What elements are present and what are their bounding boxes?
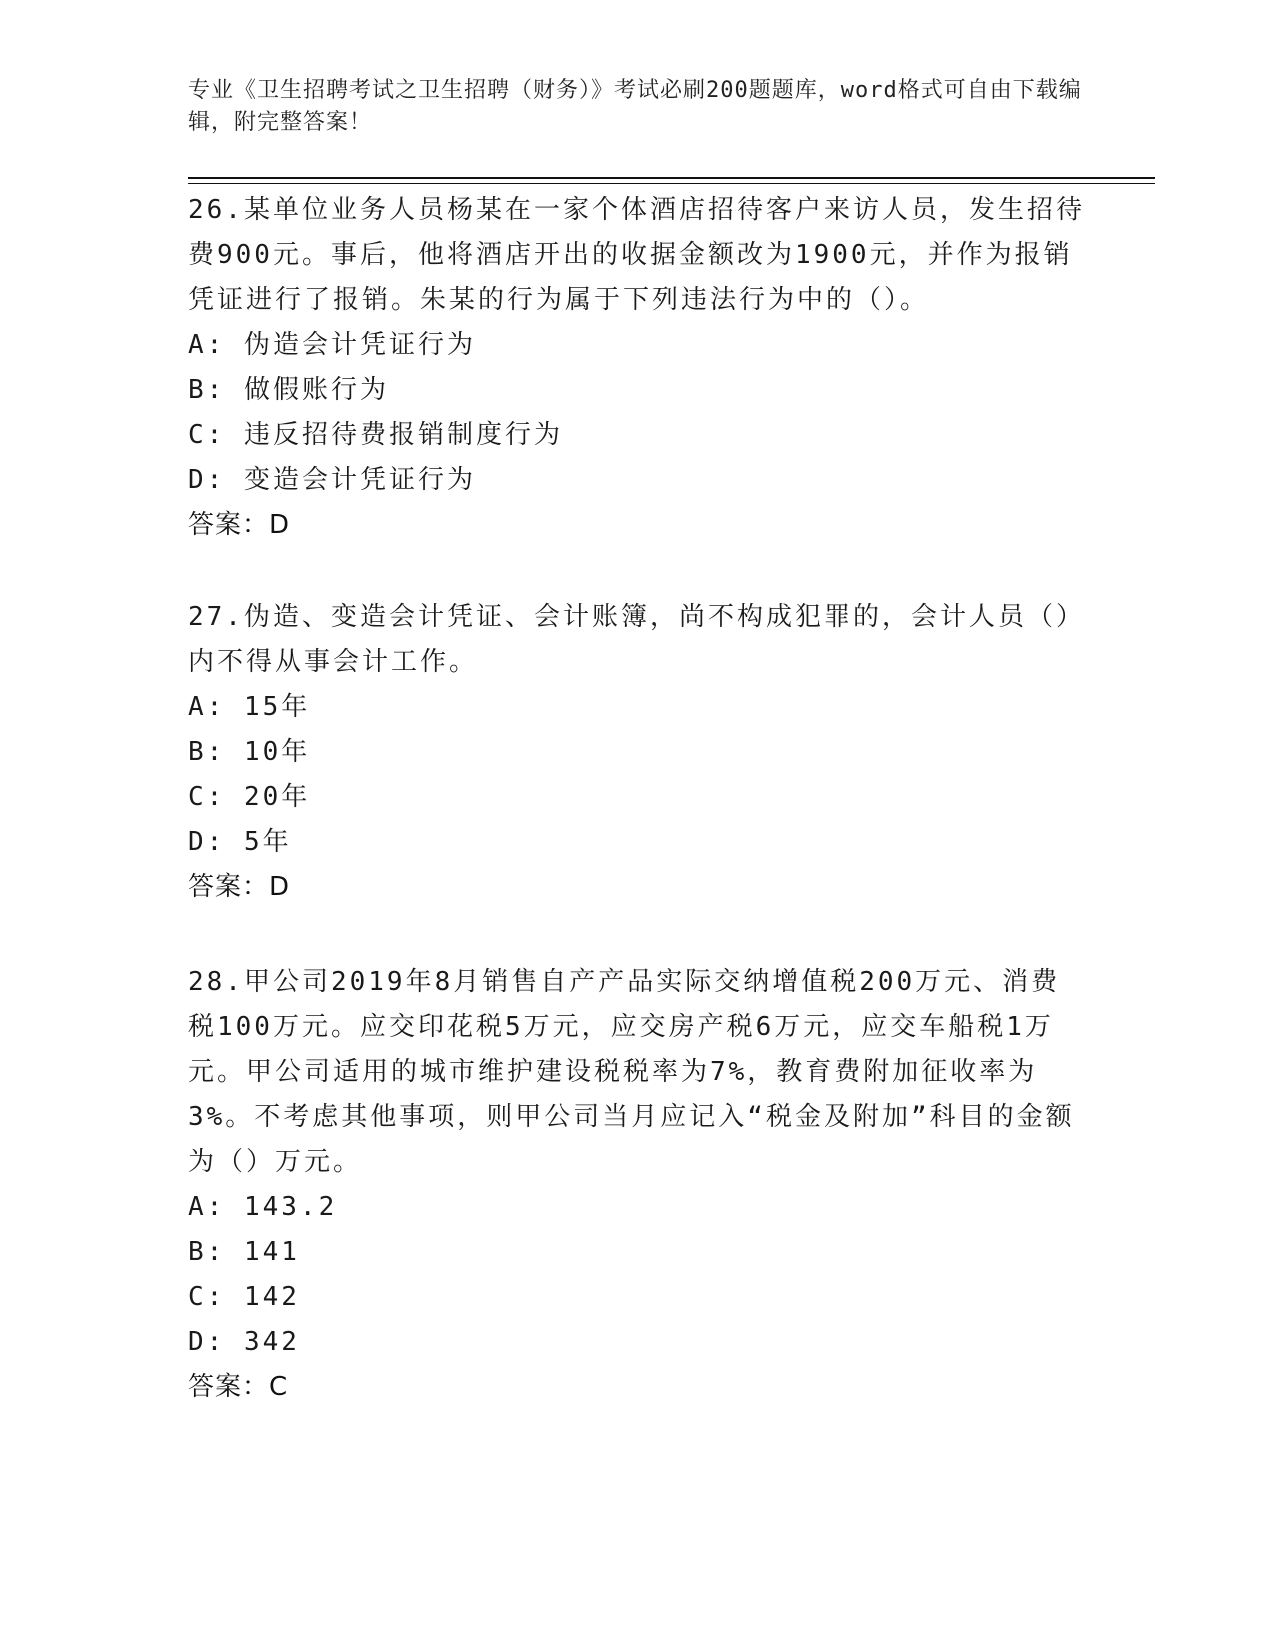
option-a: A: 伪造会计凭证行为 [188,330,476,360]
option-c: C: 20年 [188,782,311,812]
option-b: B: 10年 [188,737,311,767]
option-d: D: 342 [188,1327,300,1357]
option-c: C: 违反招待费报销制度行为 [188,420,563,450]
option-b: B: 141 [188,1237,300,1267]
question-26 [188,188,1088,548]
header-divider-thin [188,183,1155,184]
option-c: C: 142 [188,1282,300,1312]
question-stem: 26.某单位业务人员杨某在一家个体酒店招待客户来访人员，发生招待费900元。事后，他将酒店开出的收据金额改为1900元，并作为报销凭证进行了报销。朱某的行为属于下列违法行为中的（）。 [188,195,1085,315]
option-d: D: 变造会计凭证行为 [188,465,476,495]
document-header: 专业《卫生招聘考试之卫生招聘（财务）》考试必刷200题题库，word格式可自由下载编辑，附完整答案！ [188,78,1082,135]
option-a: A: 143.2 [188,1192,338,1222]
answer-line: 答案：D [188,872,291,902]
question-27 [188,595,1088,910]
option-a: A: 15年 [188,692,311,722]
option-d: D: 5年 [188,827,292,857]
answer-line: 答案：D [188,510,291,540]
answer-line: 答案：C [188,1372,289,1402]
question-28 [188,960,1088,1410]
option-b: B: 做假账行为 [188,375,389,405]
header-divider-thick [188,177,1155,179]
question-stem: 27.伪造、变造会计凭证、会计账簿，尚不构成犯罪的，会计人员（）内不得从事会计工作。 [188,602,1085,677]
question-stem: 28.甲公司2019年8月销售自产产品实际交纳增值税200万元、消费税100万元。应交印花税5万元，应交房产税6万元，应交车船税1万元。甲公司适用的城市维护建设税税率为7%，教育费附加征收率为3%。不考虑其他事项，则甲公司当月应记入“税金及附加”科目的金额为（）万元。 [188,967,1075,1177]
